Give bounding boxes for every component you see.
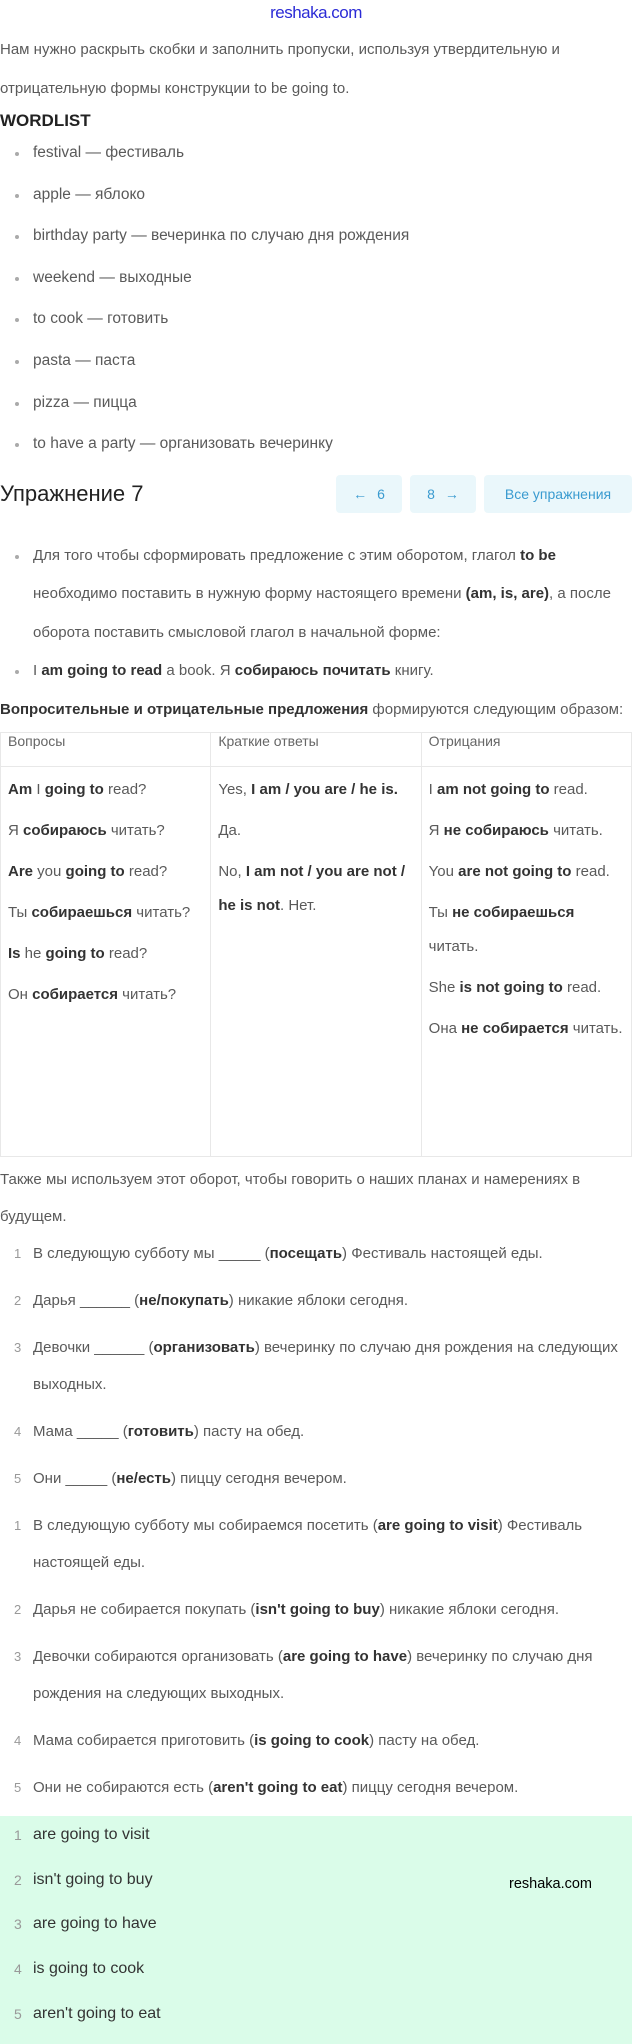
answer-phrase: is going to cook (254, 1731, 370, 1749)
wordlist-item: festival — фестиваль (0, 142, 620, 184)
prev-exercise-button[interactable] (336, 475, 402, 513)
item-text: Мама _____ ( (33, 1422, 128, 1440)
item-text: ) пасту на обед. (193, 1422, 305, 1440)
list-item (0, 1329, 630, 1403)
item-text: ) никакие яблоки сегодня. (379, 1600, 560, 1618)
answer-phrase: are going to have (282, 1647, 408, 1665)
rule-list (0, 537, 630, 653)
item-text: ) Фестиваль настоящей еды. (33, 1516, 583, 1571)
answer-phrase: посещать (269, 1244, 343, 1262)
table-row (1, 766, 632, 1156)
prev-exercise-label: 6 (377, 485, 385, 502)
task-instructions: Нам нужно раскрыть скобки и заполнить пропуски, используя утвердительную и отрицательную формы конструкции to be going to. (0, 41, 560, 97)
questions-cell: Am I going to read? Я собираюсь читать? Are you going to read? Ты собираешься читать? Is he going to read? Он собирается читать? (1, 766, 211, 1156)
list-item (0, 1591, 630, 1628)
answer-phrase: не/есть (116, 1469, 171, 1487)
item-number: 3 (14, 1648, 22, 1664)
wordlist-item: birthday party — вечеринка по случаю дня рождения (0, 225, 620, 267)
answer-phrase: не/покупать (139, 1291, 229, 1309)
full-answers-list (0, 1507, 630, 1806)
wordlist-title: WORDLIST (0, 111, 91, 130)
item-text: ) Фестиваль настоящей еды. (342, 1244, 543, 1262)
answer-text: is going to cook (33, 1960, 145, 1978)
next-exercise-button[interactable] (410, 475, 476, 513)
list-item (0, 1722, 630, 1759)
answer-phrase: are going to visit (377, 1516, 498, 1534)
short-answers-list (0, 1820, 630, 2044)
next-exercise-label: 8 (427, 485, 435, 502)
item-text: ) пиццу сегодня вечером. (171, 1469, 347, 1487)
negations-cell: I am not going to read. Я не собираюсь читать. You are not going to read. Ты не собираешься читать. She is not going to read. Она не собирается читать. (421, 766, 631, 1156)
item-text: Они не собираются есть ( (33, 1778, 214, 1796)
wordlist (0, 142, 620, 475)
table-header: Вопросы (1, 732, 211, 766)
item-text: Они _____ ( (33, 1469, 117, 1487)
all-exercises-button[interactable]: Все упражнения (484, 475, 632, 513)
wordlist-item: to have a party — организовать вечеринку (0, 433, 620, 475)
exercise-title: Упражнение 7 (0, 480, 144, 506)
item-number: 4 (14, 1423, 22, 1439)
list-item (0, 1460, 630, 1497)
item-text: В следующую субботу мы собираемся посетить ( (33, 1516, 378, 1534)
wordlist-item: weekend — выходные (0, 267, 620, 309)
item-number: 4 (14, 1732, 22, 1748)
answer-phrase: готовить (127, 1422, 194, 1440)
item-number: 5 (14, 2005, 22, 2022)
item-number: 2 (14, 1292, 22, 1308)
table-header: Краткие ответы (211, 732, 421, 766)
answer-text: are going to have (33, 1915, 157, 1933)
short-answer (0, 1909, 630, 1954)
item-number: 1 (14, 1517, 22, 1533)
grammar-table (0, 732, 632, 1157)
exercise-header (0, 475, 632, 513)
item-text: Девочки собираются организовать ( (33, 1647, 283, 1665)
wordlist-item: apple — яблоко (0, 184, 620, 226)
item-text: Мама собирается приготовить ( (33, 1731, 255, 1749)
item-text: В следующую субботу мы _____ ( (33, 1244, 270, 1262)
watermark: reshaka.com (508, 1875, 592, 1892)
item-text: ) пиццу сегодня вечером. (342, 1778, 519, 1796)
site-logo[interactable]: reshaka.com (270, 3, 362, 22)
task-list (0, 1235, 630, 1497)
arrow-left-icon: ← (353, 485, 368, 502)
list-item (0, 1638, 630, 1712)
rule-text: Для того чтобы сформировать предложение с этим оборотом, глагол to be необходимо поставить в нужную форму настоящего времени (am, is, are), а после оборота поставить смысловой глагол в начальной форме: (0, 537, 630, 653)
list-item (0, 1282, 630, 1319)
item-number: 3 (14, 1916, 22, 1933)
item-text: Дарья не собирается покупать ( (33, 1600, 256, 1618)
answer-text: isn't going to buy (33, 1870, 153, 1888)
item-text: Девочки ______ ( (33, 1338, 154, 1356)
list-item (0, 1413, 630, 1450)
answers-box (0, 1816, 632, 2044)
item-number: 3 (14, 1339, 22, 1355)
usage-note: Также мы используем этот оборот, чтобы говорить о наших планах и намерениях в будущем. (0, 1170, 581, 1225)
item-text: ) вечеринку по случаю дня рождения на следующих выходных. (33, 1647, 593, 1702)
item-text: ) никакие яблоки сегодня. (228, 1291, 409, 1309)
arrow-right-icon: → (444, 485, 459, 502)
rule-example (0, 652, 630, 691)
short-answer (0, 1865, 630, 1910)
answer-text: are going to visit (33, 1825, 150, 1843)
answer-phrase: aren't going to eat (213, 1778, 343, 1796)
answer-phrase: организовать (153, 1338, 255, 1356)
list-item (0, 1769, 630, 1806)
table-header: Отрицания (421, 732, 631, 766)
item-number: 2 (14, 1601, 22, 1617)
list-item (0, 1235, 630, 1272)
item-number: 2 (14, 1871, 22, 1888)
item-text: Дарья ______ ( (33, 1291, 140, 1309)
short-answers-cell: Yes, I am / you are / he is. Да. No, I am not / you are not / he is not. Нет. (211, 766, 421, 1156)
item-number: 4 (14, 1961, 22, 1978)
answer-text: aren't going to eat (33, 2004, 161, 2022)
item-number: 5 (14, 1470, 22, 1486)
wordlist-item: pasta — паста (0, 350, 620, 392)
item-number: 1 (14, 1826, 22, 1843)
item-number: 5 (14, 1779, 22, 1795)
wordlist-item: to cook — готовить (0, 308, 620, 350)
short-answer (0, 1820, 630, 1865)
short-answer (0, 1999, 630, 2044)
item-text: ) пасту на обед. (369, 1731, 480, 1749)
wordlist-item: pizza — пицца (0, 392, 620, 434)
answer-phrase: isn't going to buy (255, 1600, 380, 1618)
item-text: ) вечеринку по случаю дня рождения на следующих выходных. (33, 1338, 618, 1393)
list-item (0, 1507, 630, 1581)
question-intro: Вопросительные и отрицательные предложения формируются следующим образом: (0, 700, 624, 718)
table-header-row (1, 732, 632, 766)
item-number: 1 (14, 1245, 22, 1261)
short-answer (0, 1954, 630, 1999)
rule-example-text: I am going to read a book. Я собираюсь почитать книгу. (0, 652, 630, 691)
